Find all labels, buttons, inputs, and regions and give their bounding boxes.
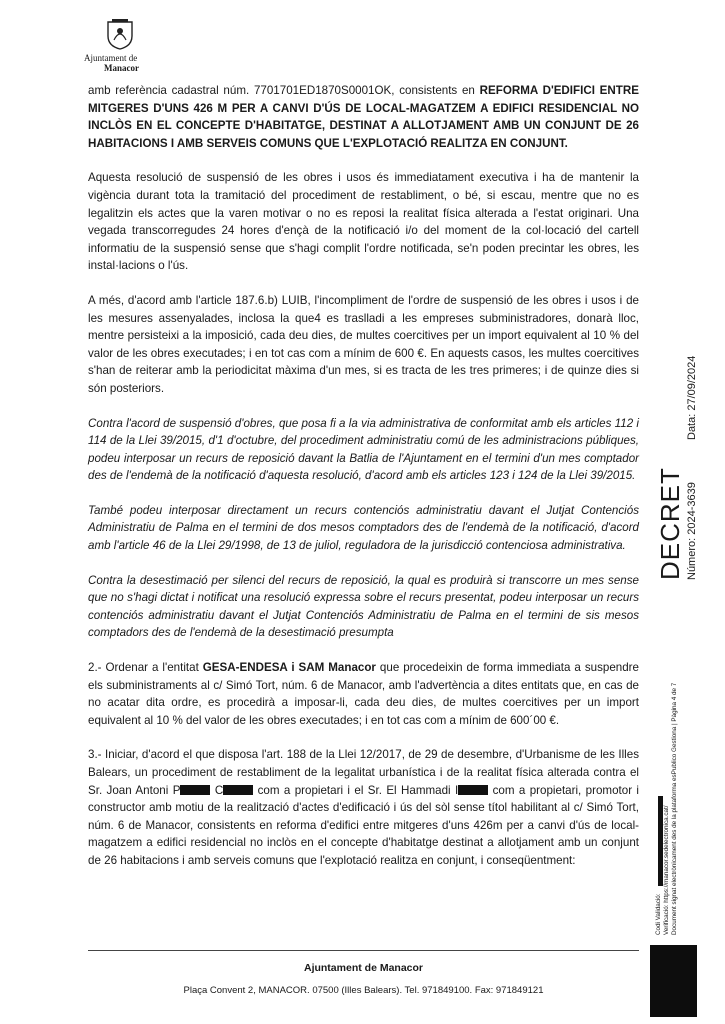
paragraph-appeal-contencios: També podeu interposar directament un recurs contenciós administratiu davant el Jutjat Contenciós Administratiu de Palma en el termini de dos mesos comptadors des de l'endemà de la notificació, d'acord amb l'article 46 de la Llei 29/1998, de 13 de juliol, reguladora de la jurisdicció contenciosa administrativa. xyxy=(88,503,639,553)
redaction-box xyxy=(180,785,210,795)
paragraph-suspension: Aquesta resolució de suspensió de les obres i usos és immediatament executiva i ha de mantenir la vigència durant tota la tramitació del procediment de restabliment, o bé, si escau, mentre que no es legalitzin els actes que la varen motivar o no es reposi la realitat física alterada a l'estat originari. Una vegada transcorregudes 24 hores d'ençà de la notificació i/o del moment de la col·locació del cartell informatiu de la suspensió sense que s'hagi complit l'ordre notificada, se'n poden precintar les obres, les instal·lacions o l'ús. xyxy=(88,171,639,273)
verification-url[interactable]: Verificació: https://manacor.sedelectronica.cat/ xyxy=(663,805,670,935)
paragraph-order-3 xyxy=(88,746,639,869)
qr-code-image xyxy=(650,945,697,1017)
redacted-validation-code xyxy=(658,796,663,886)
paragraph-penalties: A més, d'acord amb l'article 187.6.b) LUIB, l'incompliment de l'ordre de suspensió de les obres i usos i de les mesures assenyalades, inclosa la que4 es traslladi a les empreses subministradores, donarà lloc, mentre persisteixi a la imposició, cada deu dies, de multes coercitives per un import equivalent al 10 % del valor de les obres executades; i en tot cas com a mínim de 600 €. En aquests casos, les multes coercitives s'han de reiterar amb la periodicitat màxima d'un mes, si es tracta de les tres primeres; i de quinze dies si són posteriors. xyxy=(88,293,639,395)
paragraph-appeal-silenci: Contra la desestimació per silenci del recurs de reposició, la qual es produirà si transcorre un mes sense que no s'hagi dictat i notificat una resolució expressa sobre el recurs presentat, podeu interposar un recurs contenciós administratiu davant el Jutjat Contenciós Administratiu de Palma en el termini de sis mesos comptadors des de l'endemà de la desestimació presumpta xyxy=(88,573,639,640)
paragraph-property-description xyxy=(88,82,639,152)
signature-notice: Document signat electrònicament des de la plataforma esPublico Gestiona | Pàgina 4 de 7 xyxy=(671,682,678,935)
redaction-box xyxy=(223,785,253,795)
municipal-logo xyxy=(84,18,174,73)
paragraph-text: C xyxy=(210,783,224,797)
footer-organization: Ajuntament de Manacor xyxy=(303,962,424,974)
decree-date: Data: 27/09/2024 xyxy=(686,355,698,440)
validation-code-label: Codi Validació: xyxy=(655,893,662,935)
paragraph-appeal-reposicio: Contra l'acord de suspensió d'obres, que posa fi a la via administrativa de conformitat amb els articles 112 i 114 de la Llei 39/2015, d'1 d'octubre, del procediment administratiu comú de les administracions públiques, podeu interposar un recurs de reposició davant la Batlia de l'Ajuntament en el termini d'un mes comptador des de l'endemà de la notificació d'aquesta resolució, d'acord amb els articles 123 i 124 de la Llei 39/2015. xyxy=(88,416,639,483)
decree-number: Número: 2024-3639 xyxy=(686,482,698,580)
logo-text-line2: Manacor xyxy=(104,63,139,73)
logo-text-line1: Ajuntament de xyxy=(84,53,138,63)
paragraph-text: que procedeixin de forma immediata a suspendre els subministraments al c/ Simó Tort, núm. 6 de Manacor, amb l'advertència a dites entitats que, en cas de no acatar dita ordre, es procedirà a imposar-li, cada deu dies, de multes coercitives per un import equivalent al 10 % del valor de les obres executades; i en tot cas com a mínim de 600´00 €. xyxy=(88,661,639,727)
paragraph-text: com a propietari i el Sr. El Hammadi I xyxy=(253,783,459,797)
document-body xyxy=(88,82,639,887)
coat-of-arms-icon xyxy=(106,18,134,50)
paragraph-bold-text: REFORMA D'EDIFICI ENTRE MITGERES D'UNS 426 M PER A CANVI D'ÚS DE LOCAL-MAGATZEM A EDIFICI RESIDENCIAL NO INCLÒS EN EL CONCEPTE D'HABITATGE, DESTINAT A ALLOTJAMENT AMB UN CONJUNT DE 26 HABITACIONS I AMB SERVEIS COMUNS QUE L'EXPLOTACIÓ REALITZA EN CONJUNT. xyxy=(88,84,639,150)
entity-name: GESA-ENDESA i SAM Manacor xyxy=(202,661,376,675)
paragraph-text: 2.- Ordenar a l'entitat xyxy=(88,661,203,675)
paragraph-text: com a propietari, promotor i constructor amb motiu de la realització d'actes d'edificació i ús del sòl sense títol habilitant al c/ Simó Tort, núm. 6 de Manacor, consistents en reforma d'edifici entre mitgeres d'uns 426m per a canvi d'ús de local-magatzem a edifici residencial no inclòs en el concepte d'habitatge destinat a allotjament amb un conjunt de 26 habitacions i amb serveis comuns que l'explotació realitza en conjunt, i conseqüentment: xyxy=(88,783,640,867)
footer-divider xyxy=(88,950,639,951)
paragraph-text: amb referència cadastral núm. 7701701ED1870S0001OK, consistents en xyxy=(88,84,480,97)
footer-address: Plaça Convent 2, MANACOR. 07500 (Illes Balears). Tel. 971849100. Fax: 971849121 xyxy=(183,985,544,996)
paragraph-order-2 xyxy=(88,659,639,729)
decret-label: DECRET xyxy=(655,467,685,580)
redaction-box xyxy=(458,785,488,795)
paragraph-text: 3.- Iniciar, d'acord el que disposa l'art. 188 de la Llei 12/2017, de 29 de desembre, d'Urbanisme de les Illes Balears, un procediment de restabliment de la legalitat urbanística i de la realitat física alterada contra el Sr. Joan Antoni P xyxy=(88,748,639,797)
